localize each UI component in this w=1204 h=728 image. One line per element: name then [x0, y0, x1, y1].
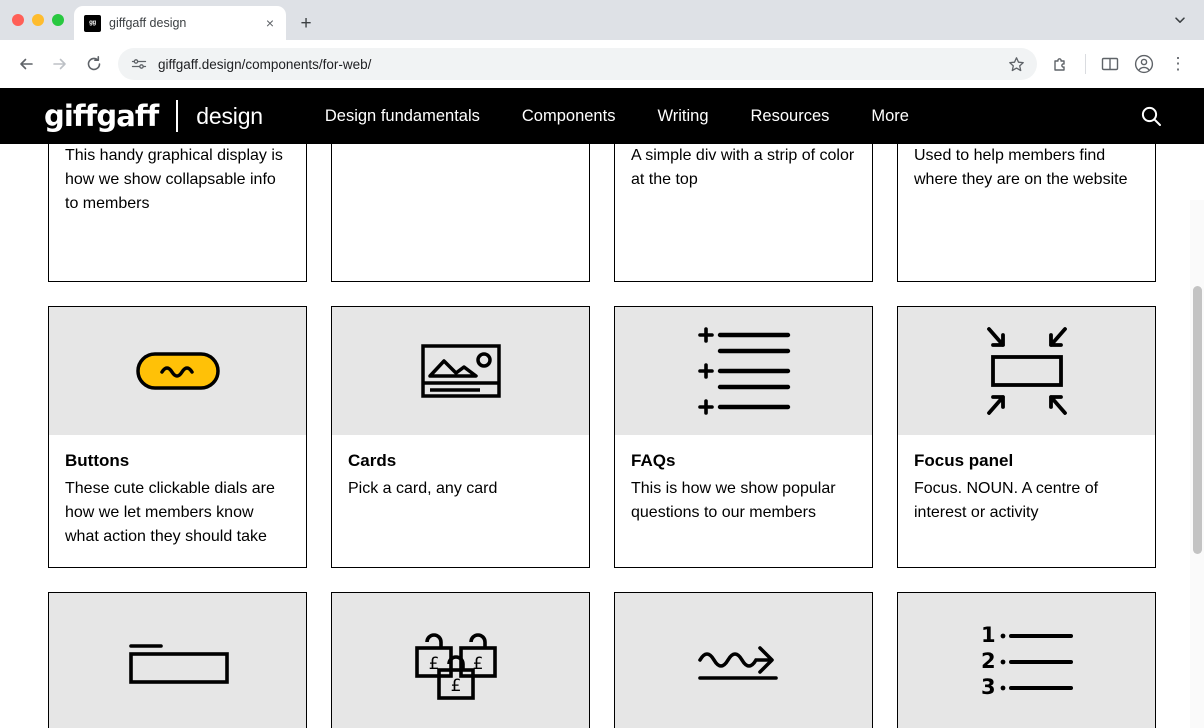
brand-divider — [176, 100, 178, 132]
card-body — [898, 435, 1155, 543]
nav-item-resources[interactable]: Resources — [750, 106, 830, 125]
component-card[interactable] — [48, 592, 307, 728]
component-card[interactable] — [331, 144, 590, 282]
card-title: Buttons — [65, 451, 130, 470]
svg-text:2: 2 — [980, 649, 996, 673]
squiggle-arrow-icon — [694, 638, 794, 686]
card-description: Pick a card, any card — [348, 480, 498, 497]
browser-menu-icon[interactable]: ⋮ — [1169, 54, 1187, 73]
component-card-buttons[interactable] — [48, 306, 307, 568]
component-card[interactable] — [614, 592, 873, 728]
close-icon[interactable]: × — [265, 15, 275, 31]
new-tab-button[interactable]: + — [300, 12, 312, 34]
nav-item-more[interactable]: More — [871, 106, 909, 125]
card-body — [49, 435, 306, 567]
card-body — [49, 144, 306, 234]
card-title: FAQs — [631, 451, 676, 470]
toolbar-divider — [1085, 54, 1086, 74]
site-settings-icon[interactable] — [130, 55, 148, 73]
card-description: This is how we show popular questions to our members — [631, 480, 836, 521]
card-media — [898, 593, 1155, 728]
close-window-button[interactable] — [12, 14, 24, 26]
card-media — [332, 593, 589, 728]
tab-title: giffgaff design — [109, 16, 187, 30]
nav-item-design-fundamentals[interactable]: Design fundamentals — [324, 106, 480, 125]
page-viewport — [0, 88, 1204, 728]
faq-list-icon — [696, 325, 792, 417]
card-description: Used to help members find where they are on the website — [914, 147, 1128, 188]
component-card-focus-panel[interactable] — [897, 306, 1156, 568]
favicon-label: gg — [89, 20, 96, 26]
card-body — [332, 144, 589, 162]
browser-tab[interactable] — [74, 6, 286, 40]
tabstrip-right-controls — [1166, 0, 1204, 40]
card-body — [615, 435, 872, 543]
address-bar[interactable] — [118, 48, 1037, 80]
svg-text:1: 1 — [980, 624, 996, 647]
card-media — [49, 307, 306, 435]
svg-text:3: 3 — [980, 675, 996, 699]
site-navigation — [0, 88, 1204, 144]
card-body — [898, 144, 1155, 210]
card-body — [332, 435, 589, 519]
minimize-window-button[interactable] — [32, 14, 44, 26]
svg-text:£: £ — [472, 654, 483, 674]
button-pill-icon — [135, 348, 221, 394]
back-arrow-icon[interactable] — [10, 48, 42, 80]
focus-panel-icon — [979, 323, 1075, 419]
card-media — [332, 307, 589, 435]
url-text[interactable]: giffgaff.design/components/for-web/ — [158, 56, 372, 72]
component-card[interactable] — [331, 592, 590, 728]
window-controls — [8, 0, 74, 40]
scrollbar-thumb[interactable] — [1193, 286, 1202, 554]
card-description: A simple div with a strip of color at the top — [631, 147, 855, 188]
site-brand[interactable] — [44, 99, 263, 133]
browser-toolbar — [0, 40, 1204, 88]
card-description: This handy graphical display is how we show collapsable info to members — [65, 147, 283, 212]
card-media — [615, 593, 872, 728]
svg-text:£: £ — [450, 676, 461, 696]
reload-icon[interactable] — [78, 48, 110, 80]
extensions-icon[interactable] — [1045, 48, 1077, 80]
card-media — [615, 307, 872, 435]
component-card-cards[interactable] — [331, 306, 590, 568]
reading-list-icon[interactable] — [1094, 48, 1126, 80]
chevron-down-icon[interactable] — [1166, 6, 1194, 34]
maximize-window-button[interactable] — [52, 14, 64, 26]
svg-text:£: £ — [428, 654, 439, 674]
numbered-list-icon — [977, 624, 1077, 700]
card-media — [49, 593, 306, 728]
bookmark-star-icon[interactable] — [1007, 55, 1025, 73]
search-icon[interactable] — [1138, 103, 1164, 129]
nav-item-components[interactable]: Components — [521, 106, 616, 125]
brand-logo: giffgaff — [44, 99, 159, 133]
card-description: Focus. NOUN. A centre of interest or activity — [914, 480, 1099, 521]
page-scrollbar[interactable] — [1190, 200, 1204, 728]
component-card[interactable] — [48, 144, 307, 282]
card-media — [898, 307, 1155, 435]
card-title: Cards — [348, 451, 397, 470]
nav-item-writing[interactable]: Writing — [657, 106, 709, 125]
price-tags-icon — [409, 624, 513, 700]
form-field-icon — [123, 632, 233, 692]
component-card[interactable] — [897, 592, 1156, 728]
forward-arrow-icon[interactable] — [44, 48, 76, 80]
profile-icon[interactable] — [1128, 48, 1160, 80]
page-content — [0, 144, 1204, 728]
card-body — [615, 144, 872, 210]
tab-strip — [0, 0, 1204, 40]
component-card[interactable] — [614, 144, 873, 282]
card-image-icon — [420, 343, 502, 399]
card-description: These cute clickable dials are how we let members know what action they should take — [65, 480, 275, 545]
favicon-icon — [84, 15, 101, 32]
card-row-clipped — [48, 144, 1156, 282]
brand-subtitle: design — [196, 102, 263, 129]
component-card-faqs[interactable] — [614, 306, 873, 568]
card-row-main — [48, 306, 1156, 568]
card-row-bottom — [48, 592, 1156, 728]
nav-links — [325, 107, 909, 126]
component-grid — [0, 144, 1204, 728]
card-title: Focus panel — [914, 451, 1014, 470]
component-card[interactable] — [897, 144, 1156, 282]
